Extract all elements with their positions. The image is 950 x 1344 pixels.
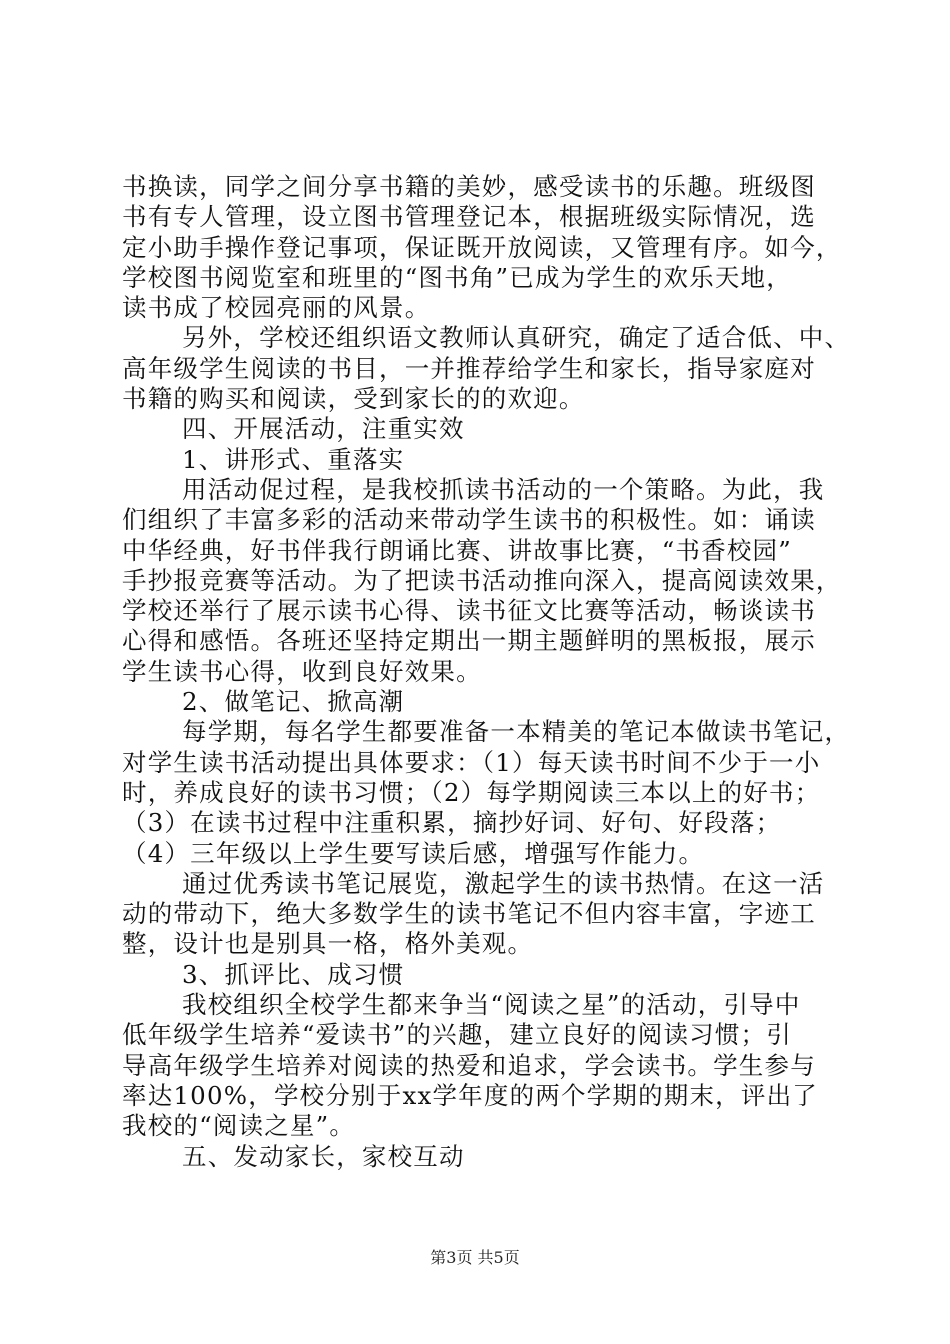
text-line: 四、开展活动，注重实效 xyxy=(182,414,465,444)
text-line: 学校还举行了展示读书心得、读书征文比赛等活动，畅谈读书 xyxy=(122,596,816,626)
text-line: 率达100%，学校分别于xx学年度的两个学期的期末，评出了 xyxy=(122,1080,818,1110)
text-line: 动的带动下，绝大多数学生的读书笔记不但内容丰富，字迹工 xyxy=(122,899,816,929)
text-line: 心得和感悟。各班还坚持定期出一期主题鲜明的黑板报，展示 xyxy=(122,626,816,656)
text-line: 学生读书心得，收到良好效果。 xyxy=(122,656,482,686)
text-line: 书换读，同学之间分享书籍的美妙，感受读书的乐趣。班级图 xyxy=(122,172,816,201)
text-line: 我校的“阅读之星”。 xyxy=(122,1111,356,1141)
text-line: 书籍的购买和阅读，受到家长的的欢迎。 xyxy=(122,384,585,414)
text-line: 对学生读书活动提出具体要求：（1）每天读书时间不少于一小 xyxy=(122,747,821,777)
text-line: 我校组织全校学生都来争当“阅读之星”的活动，引导中 xyxy=(182,990,801,1020)
text-line: 读书成了校园亮丽的风景。 xyxy=(122,293,431,323)
text-line: 每学期，每名学生都要准备一本精美的笔记本做读书笔记， xyxy=(182,717,851,747)
document-body xyxy=(122,172,851,1172)
text-line: 用活动促过程，是我校抓读书活动的一个策略。为此，我 xyxy=(182,474,825,504)
text-line: 导高年级学生培养对阅读的热爱和追求，学会读书。学生参与 xyxy=(122,1050,816,1080)
text-line: 3、抓评比、成习惯 xyxy=(182,959,405,989)
text-line: 中华经典，好书伴我行朗诵比赛、讲故事比赛，“书香校园” xyxy=(122,535,792,565)
text-line: 时，养成良好的读书习惯；（2）每学期阅读三本以上的好书； xyxy=(122,777,821,807)
text-line: 学校图书阅览室和班里的“图书角”已成为学生的欢乐天地， xyxy=(122,262,792,292)
text-line: （4）三年级以上学生要写读后感，增强写作能力。 xyxy=(122,838,705,868)
page-footer: 第3页 共5页 xyxy=(430,1248,520,1267)
text-line: 整，设计也是别具一格，格外美观。 xyxy=(122,929,534,959)
text-line: （3）在读书过程中注重积累，摘抄好词、好句、好段落； xyxy=(122,808,782,838)
text-line: 高年级学生阅读的书目，一并推荐给学生和家长，指导家庭对 xyxy=(122,353,816,383)
text-line: 通过优秀读书笔记展览，激起学生的读书热情。在这一活 xyxy=(182,868,825,898)
text-line: 们组织了丰富多彩的活动来带动学生读书的积极性。如：诵读 xyxy=(122,505,816,535)
text-line: 五、发动家长，家校互动 xyxy=(182,1141,465,1171)
text-line: 1、讲形式、重落实 xyxy=(182,444,405,474)
text-line: 低年级学生培养“爱读书”的兴趣，建立良好的阅读习惯；引 xyxy=(122,1020,792,1050)
text-line: 定小助手操作登记事项，保证既开放阅读，又管理有序。如今， xyxy=(122,232,842,262)
text-line: 书有专人管理，设立图书管理登记本，根据班级实际情况，选 xyxy=(122,202,816,232)
text-line: 2、做笔记、掀高潮 xyxy=(182,687,405,717)
text-line: 另外，学校还组织语文教师认真研究，确定了适合低、中、 xyxy=(182,323,851,353)
text-line: 手抄报竞赛等活动。为了把读书活动推向深入，提高阅读效果， xyxy=(122,565,842,595)
